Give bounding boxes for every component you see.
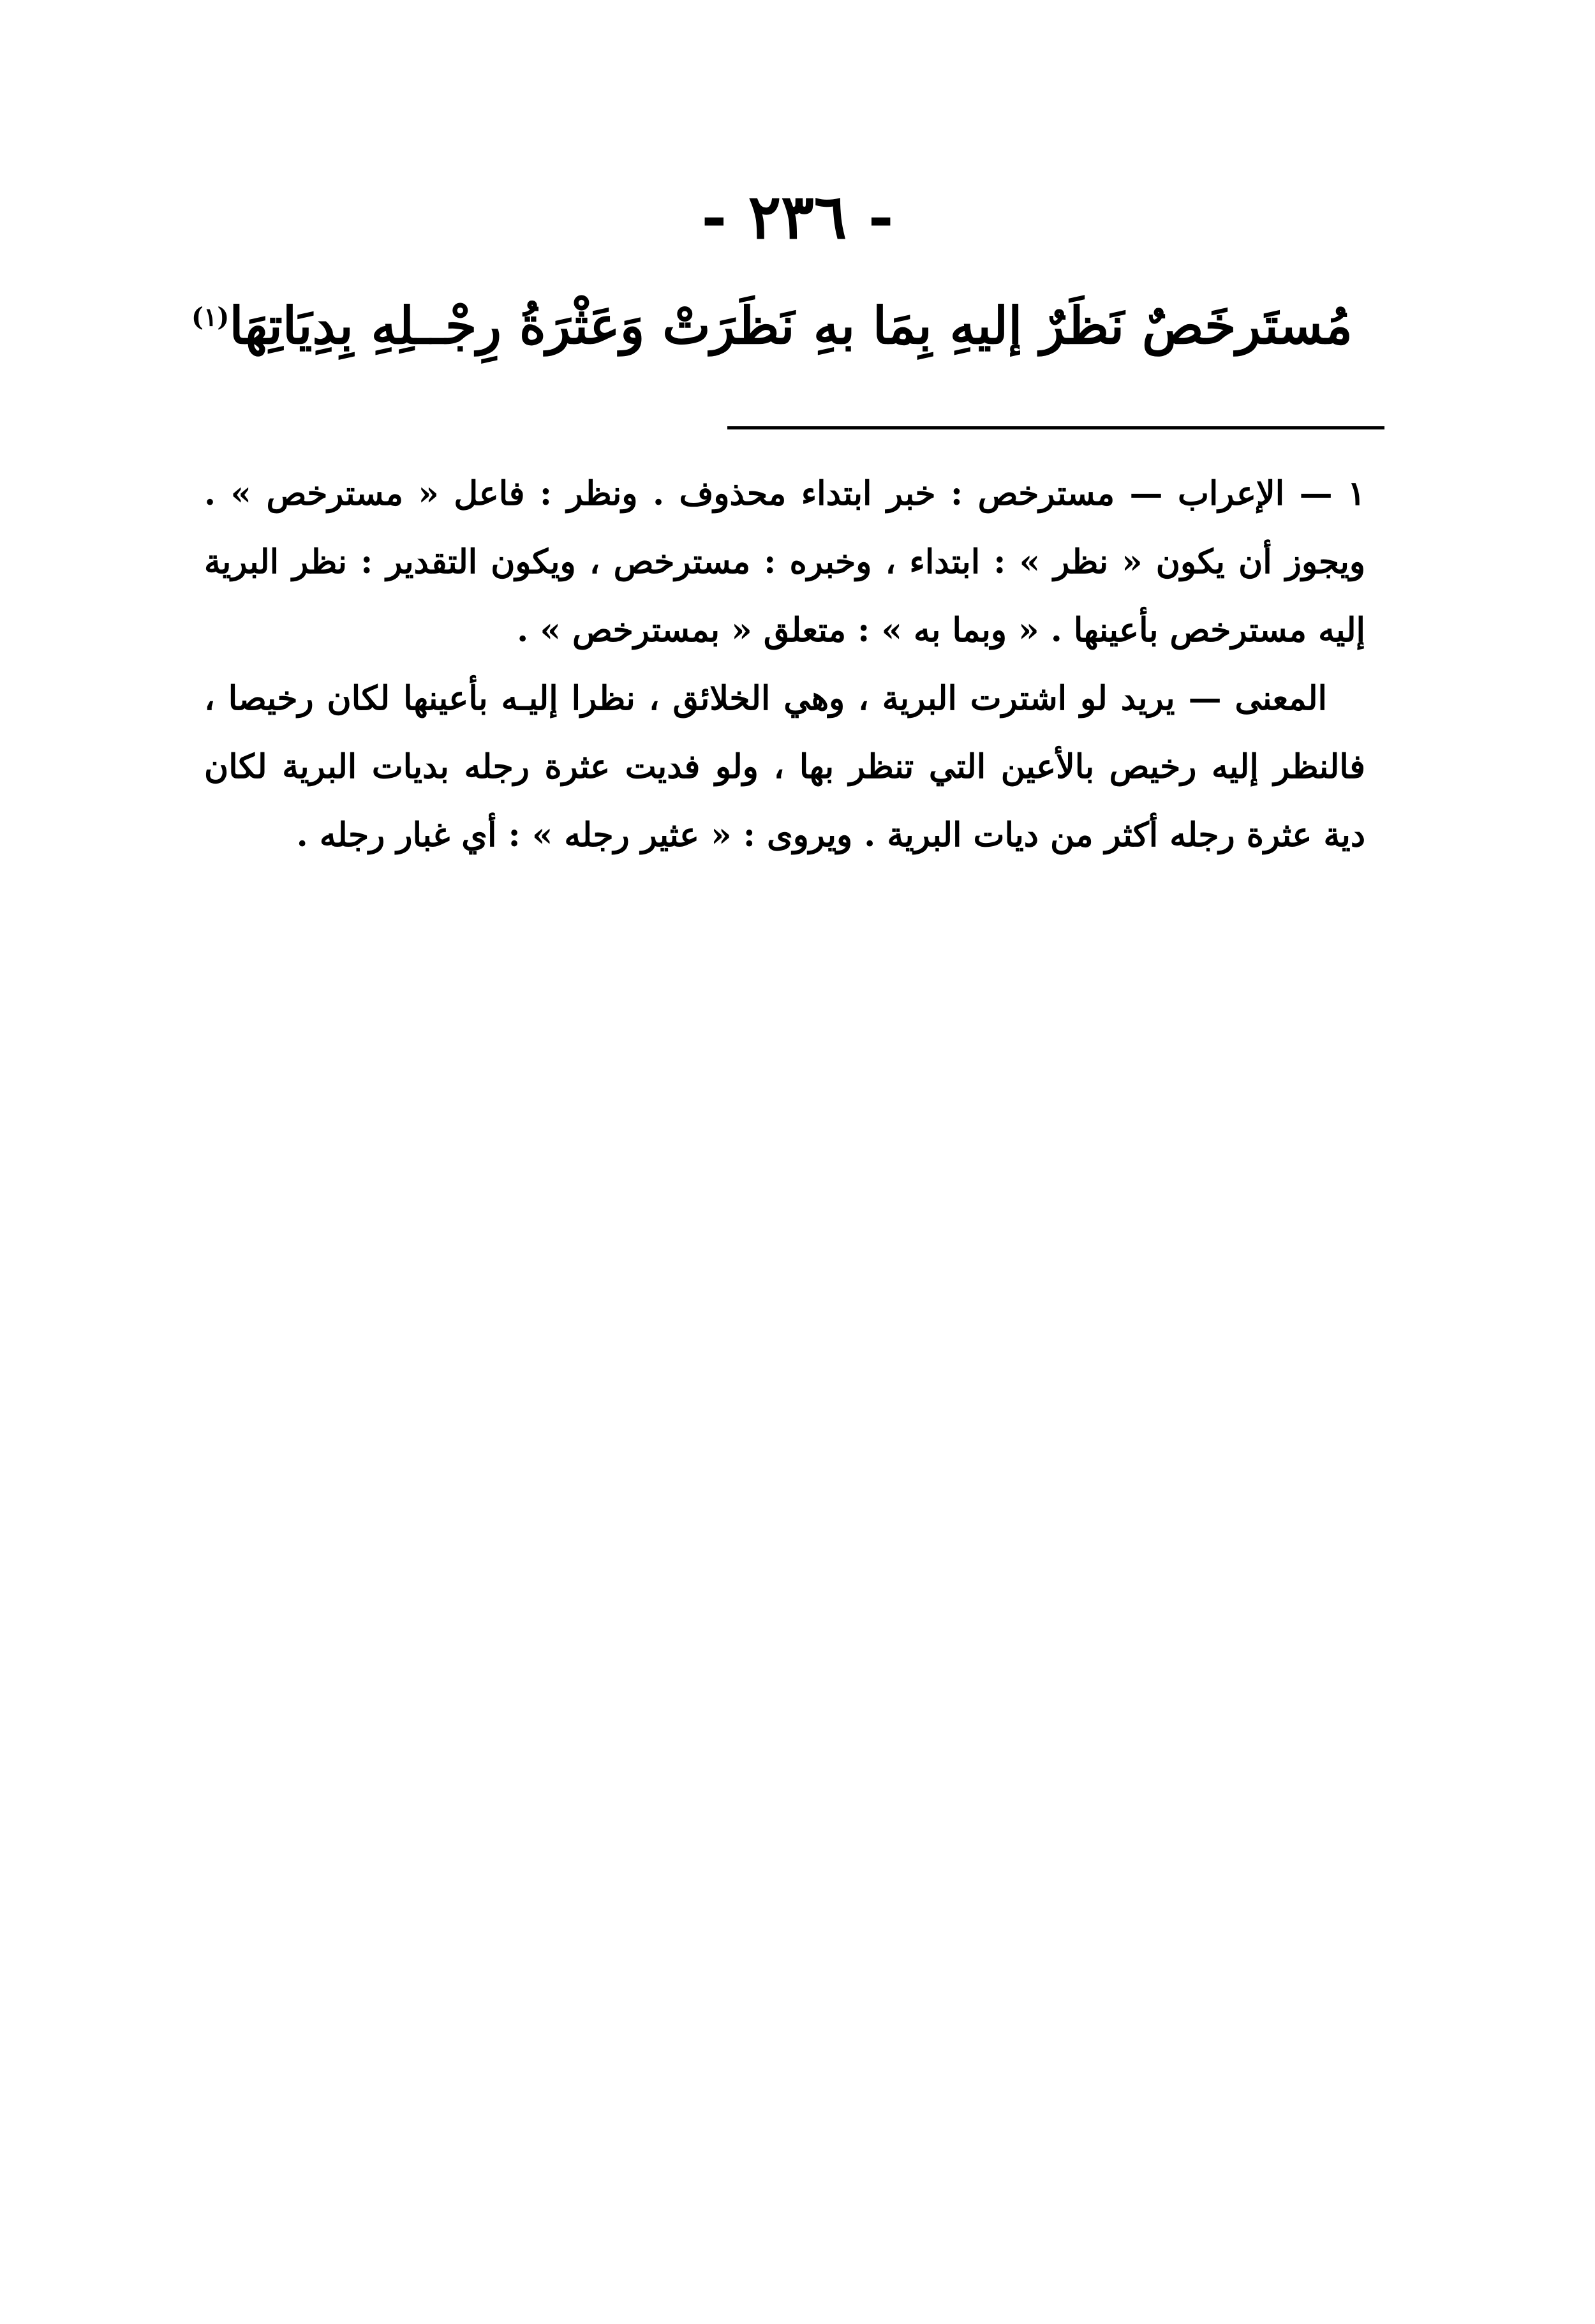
footnote-marker: (١) (191, 302, 230, 332)
poetry-verse (191, 268, 1353, 383)
footnote-grammar: ١ — الإعراب — مسترخص : خبر ابتداء محذوف . ونظر : فاعل « مسترخص » . ويجوز أن يكون « نظر » : ابتداء ، وخبره : مسترخص ، ويكون التقدير : نظر البرية إليه مسترخص بأعينها . « وبما به » : متعلق « بمسترخص » . (204, 474, 1365, 650)
second-hemistich-group (191, 268, 795, 383)
footnote-meaning: المعنى — يريد لو اشترت البرية ، وهي الخلائق ، نظرا إليـه بأعينها لكان رخيصا ، فالنظر إليه رخيص بالأعين التي تنظر بها ، ولو فديت عثرة رجله بديات البرية لكان دية عثرة رجله أكثر من ديات البرية . ويروى : « عثير رجله » : أي غبار رجله . (204, 679, 1365, 854)
footnote-divider (727, 426, 1384, 429)
second-hemistich: نَظَرَتْ وَعَثْرَةُ رِجْــلِهِ بِدِيَاتِهَا (229, 295, 795, 355)
footnote (204, 459, 1365, 869)
page-number: - ٢٣٦ - (701, 181, 894, 253)
first-hemistich: مُستَرخَصٌ نَظَرٌ إليهِ بِمَا بهِ (813, 295, 1353, 355)
